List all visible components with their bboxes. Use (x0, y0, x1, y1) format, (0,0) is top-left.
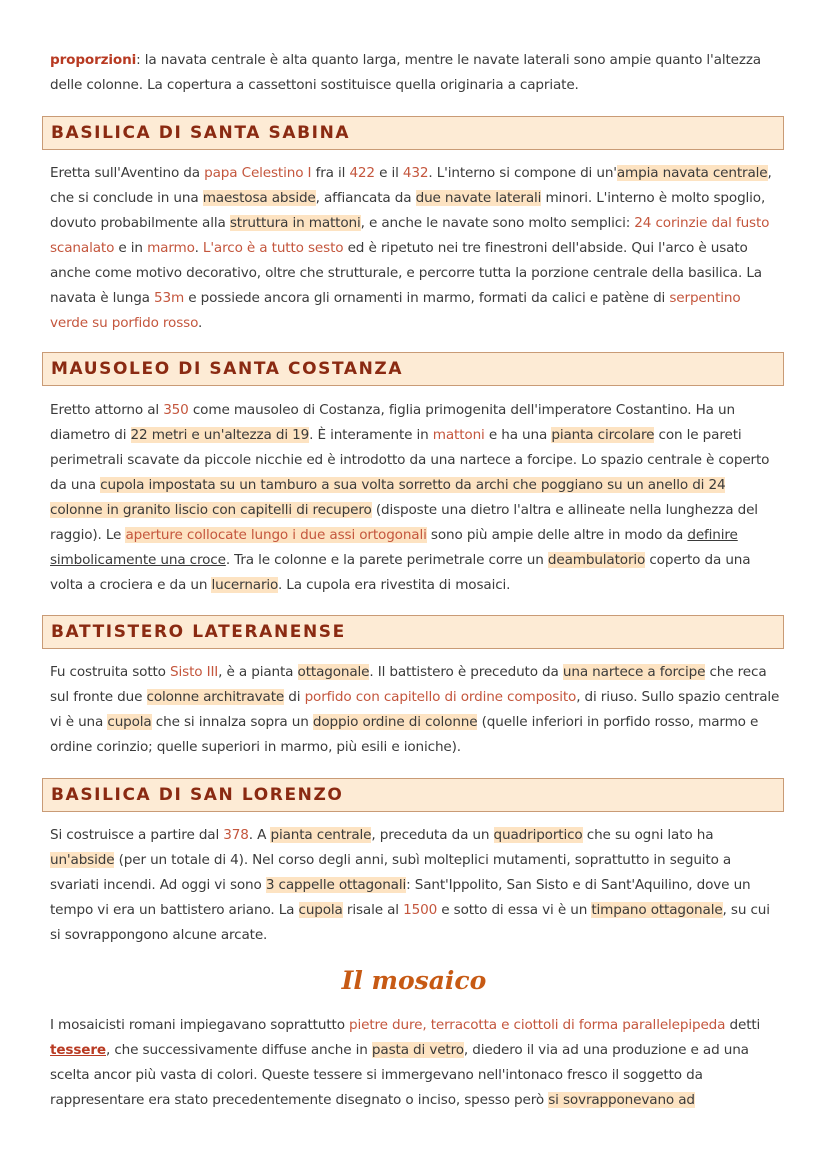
highlighted-phrase: cupola impostata su un tamburo a sua volta sorretto da archi che poggiano su un anello di 24 colonne in granito liscio con capitelli di recupero (50, 477, 726, 518)
highlighted-phrase: aperture collocate lungo i due assi ortogonali (125, 527, 427, 543)
paragraph-santa-costanza (50, 398, 780, 598)
highlighted-phrase: papa Celestino I (204, 165, 312, 181)
text-run: . A (248, 827, 271, 843)
text-run: : Sant'Ippolito, San Sisto e di Sant'Aquilino, dove un tempo vi era un battistero ariano. La (50, 877, 751, 918)
highlighted-phrase: 24 corinzie dal fusto scanalato (50, 215, 770, 256)
highlighted-phrase: doppio ordine di colonne (312, 714, 478, 730)
text-run: : la navata centrale è alta quanto larga, mentre le navate laterali sono ampie quanto l'altezza delle colonne. La copertura a cassettoni sostituisce quella originaria a capriate. (50, 52, 761, 93)
highlighted-phrase: 350 (163, 402, 189, 418)
text-run: come mausoleo di Costanza, figlia primogenita dell'imperatore Costantino. Ha un diametro di (50, 402, 735, 443)
text-run: Eretta sull'Aventino da (50, 165, 205, 181)
text-run: (disposte una dietro l'altra e allineate nella lunghezza del raggio). Le (50, 502, 758, 543)
text-run: . È interamente in (309, 427, 433, 443)
heading-text: BASILICA DI SANTA SABINA (51, 123, 351, 143)
text-run: , affiancata da (315, 190, 416, 206)
heading-text: BASILICA DI SAN LORENZO (51, 785, 344, 805)
heading-text: MAUSOLEO DI SANTA COSTANZA (51, 359, 404, 379)
highlighted-phrase: pasta di vetro (371, 1042, 464, 1058)
text-run: detti (725, 1017, 761, 1033)
text-run: di (284, 689, 305, 705)
highlighted-phrase: proporzioni (50, 52, 137, 68)
text-run: , e anche le navate sono molto semplici: (360, 215, 635, 231)
text-run: sono più ampie delle altre in modo da (426, 527, 688, 543)
text-run: Fu costruita sotto (50, 664, 171, 680)
highlighted-phrase: serpentino verde su porfido rosso (50, 290, 741, 331)
text-run: che si innalza sopra un (151, 714, 313, 730)
highlighted-phrase: maestosa abside (202, 190, 316, 206)
text-run: . Il battistero è preceduto da (369, 664, 563, 680)
text-run: fra il (311, 165, 350, 181)
highlighted-phrase: cupola (107, 714, 152, 730)
text-run: che reca sul fronte due (50, 664, 767, 705)
paragraph-proporzioni (50, 48, 780, 98)
highlighted-phrase: cupola (298, 902, 343, 918)
highlighted-phrase: pianta centrale (270, 827, 372, 843)
highlighted-phrase: colonne architravate (146, 689, 285, 705)
text-run: e possiede ancora gli ornamenti in marmo, formati da calici e patène di (184, 290, 670, 306)
highlighted-phrase: 22 metri e un'altezza di 19 (130, 427, 310, 443)
text-run: minori. L'interno è molto spoglio, dovuto probabilmente alla (50, 190, 766, 231)
highlighted-phrase: porfido con capitello di ordine composito (304, 689, 577, 705)
heading-text: BATTISTERO LATERANENSE (51, 622, 346, 642)
paragraph-mosaico (50, 1013, 780, 1113)
text-run: . L'interno si compone di un' (428, 165, 617, 181)
text-run: e sotto di essa vi è un (437, 902, 592, 918)
text-run: , su cui si sovrappongono alcune arcate. (50, 902, 770, 943)
paragraph-battistero (50, 660, 780, 760)
text-run: coperto da una volta a crociera e da un (50, 552, 751, 593)
highlighted-phrase: marmo (147, 240, 195, 256)
text-run: , è a pianta (218, 664, 298, 680)
text-run: con le pareti perimetrali scavate da piccole nicchie ed è introdotto da una nartece a forcipe. Lo spazio centrale è coperto da una (50, 427, 770, 493)
text-run: I mosaicisti romani impiegavano soprattutto (50, 1017, 350, 1033)
text-run: , di riuso. Sullo spazio centrale vi è una (50, 689, 780, 730)
highlighted-phrase: struttura in mattoni (229, 215, 361, 231)
section-heading-santa-costanza (42, 352, 784, 386)
text-run: ed è ripetuto nei tre finestroni dell'abside. Qui l'arco è usato anche come motivo decorativo, oltre che strutturale, e percorre tutta la porzione centrale della basilica. La navata è lunga (50, 240, 762, 306)
text-run: (per un totale di 4). Nel corso degli anni, subì molteplici mutamenti, soprattutto in seguito a svariati incendi. Ad oggi vi sono (50, 852, 732, 893)
highlighted-phrase: Sisto III (170, 664, 219, 680)
highlighted-phrase: ampia navata centrale (616, 165, 768, 181)
text-run: Eretto attorno al (50, 402, 164, 418)
highlighted-phrase: due navate laterali (415, 190, 542, 206)
highlighted-phrase: un'abside (50, 852, 115, 868)
paragraph-san-lorenzo (50, 823, 780, 948)
highlighted-phrase: 432 (402, 165, 429, 181)
highlighted-phrase: pianta circolare (551, 427, 655, 443)
highlighted-phrase: lucernario (211, 577, 278, 593)
highlighted-phrase: definire simbolicamente una croce (50, 527, 738, 568)
text-run: . (194, 240, 203, 256)
highlighted-phrase: una nartece a forcipe (562, 664, 706, 680)
text-run: risale al (342, 902, 404, 918)
section-title-mosaico: Il mosaico (341, 966, 487, 995)
section-heading-santa-sabina (42, 116, 784, 150)
text-run: , che si conclude in una (50, 165, 772, 206)
highlighted-phrase: timpano ottagonale (591, 902, 723, 918)
text-run: . La cupola era rivestita di mosaici. (277, 577, 511, 593)
text-run: e il (374, 165, 403, 181)
highlighted-phrase: pietre dure, terracotta e ciottoli di forma parallelepipeda (349, 1017, 726, 1033)
highlighted-phrase: quadriportico (493, 827, 583, 843)
section-heading-san-lorenzo (42, 778, 784, 812)
highlighted-phrase: si sovrapponevano ad (548, 1092, 695, 1108)
highlighted-phrase: 53m (154, 290, 185, 306)
highlighted-phrase: L'arco è a tutto sesto (202, 240, 344, 256)
highlighted-phrase: 378 (223, 827, 249, 843)
text-run: che su ogni lato ha (582, 827, 714, 843)
section-heading-battistero (42, 615, 784, 649)
text-run: . Tra le colonne e la parete perimetrale corre un (225, 552, 548, 568)
highlighted-phrase: mattoni (432, 427, 485, 443)
highlighted-phrase: ottagonale (297, 664, 370, 680)
highlighted-phrase: 1500 (403, 902, 438, 918)
text-run: Si costruisce a partire dal (50, 827, 224, 843)
text-run: , che successivamente diffuse anche in (106, 1042, 372, 1058)
highlighted-phrase: deambulatorio (547, 552, 646, 568)
highlighted-phrase: 422 (349, 165, 375, 181)
text-run: (quelle inferiori in porfido rosso, marmo e ordine corinzio; quelle superiori in marmo, più esili e ioniche). (50, 714, 759, 755)
text-run: e in (114, 240, 148, 256)
text-run: e ha una (484, 427, 552, 443)
text-run: , diedero il via ad una produzione e ad una scelta ancor più vasta di colori. Queste tessere si immergevano nell'intonaco fresco il soggetto da rappresentare era stato precedentemente disegnato o inciso, spesso però (50, 1042, 749, 1108)
highlighted-phrase: 3 cappelle ottagonali (265, 877, 407, 893)
highlighted-phrase: tessere (50, 1042, 106, 1058)
paragraph-santa-sabina (50, 161, 780, 336)
text-run: . (198, 315, 203, 331)
text-run: , preceduta da un (371, 827, 494, 843)
